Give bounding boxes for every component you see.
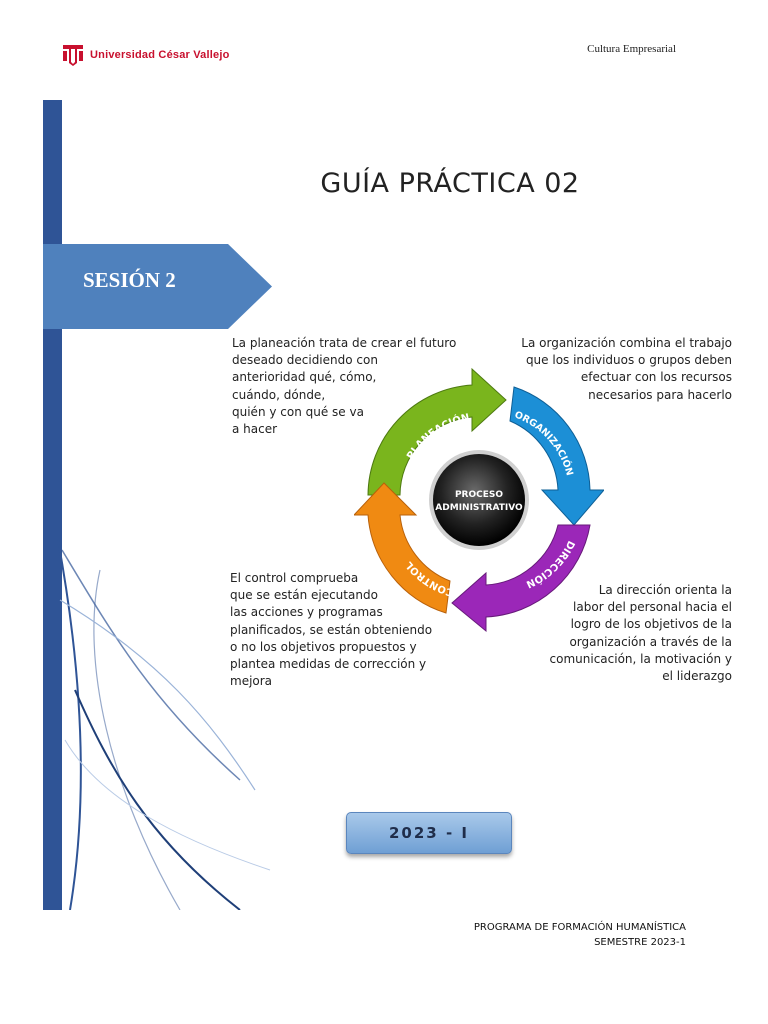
center-label-line1: PROCESO [454, 490, 504, 500]
center-label-line2: ADMINISTRATIVO [435, 503, 523, 513]
year-badge: 2023 - I [346, 812, 512, 854]
footer-program: PROGRAMA DE FORMACIÓN HUMANÍSTICA [473, 922, 686, 933]
session-label: SESIÓN 2 [83, 268, 176, 292]
university-logo [62, 43, 230, 67]
planeacion-description: La planeación trata de crear el futuro deseado decidiendo con anterioridad qué, cómo, cuándo, dónde, quién y con qué se va a hacer [232, 336, 457, 437]
ucv-emblem-icon [62, 43, 84, 67]
process-infographic [224, 330, 736, 710]
page-title: GUÍA PRÁCTICA 02 [320, 168, 580, 199]
footer [474, 920, 686, 950]
stage-label-control: CONTROL [403, 559, 455, 598]
center-circle [433, 454, 525, 546]
direccion-description: La dirección orienta la labor del personal hacia el logro de los objetivos de la organización a través de la comunicación, la motivación y el liderazgo [549, 583, 732, 684]
stage-label-planeacion: PLANEACIÓN [405, 412, 471, 462]
stage-label-direccion: DIRECCIÓN [524, 538, 577, 590]
process-cycle-diagram [354, 365, 604, 635]
logo-text: Universidad César Vallejo [90, 49, 230, 61]
stage-label-organizacion: ORGANIZACIÓN [512, 409, 575, 477]
session-tag [43, 244, 273, 329]
control-description: El control comprueba que se están ejecutando las acciones y programas planificados, se están obteniendo o no los objetivos propuestos y plantea medidas de corrección y mejora [230, 571, 433, 689]
footer-semester: SEMESTRE 2023-1 [594, 937, 686, 948]
course-name: Cultura Empresarial [587, 43, 676, 55]
organizacion-description: La organización combina el trabajo que los individuos o grupos deben efectuar con los recursos necesarios para hacerlo [521, 336, 732, 402]
